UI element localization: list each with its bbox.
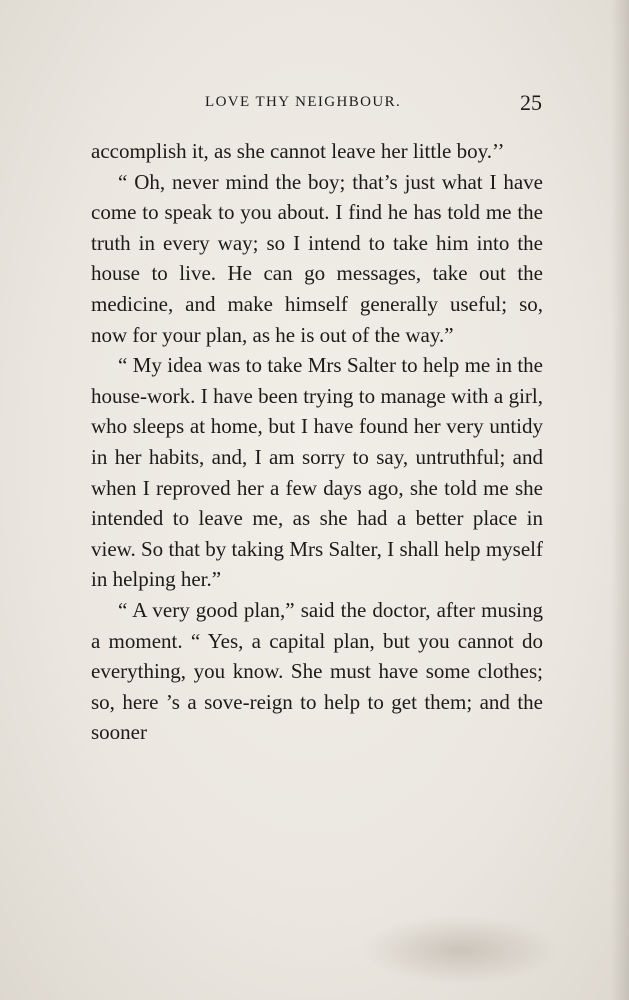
body-text [91, 136, 543, 748]
page-edge-shadow [611, 0, 629, 1000]
paragraph-plan: “ My idea was to take Mrs Salter to help me in the house-work. I have been trying to manage with a girl, who sleeps at home, but I have found her very untidy in her habits, and, I am sorry to say, untruthful; and when I reproved her a few days ago, she told me she intended to leave me, as she had a better place in view. So that by taking Mrs Salter, I shall help myself in helping her.” [91, 353, 543, 592]
paragraph-doctor-approval: “ A very good plan,” said the doctor, after musing a moment. “ Yes, a capital plan, but you cannot do everything, you know. She must have some clothes; so, here ’s a sove-reign to help to get them; and the sooner [91, 597, 543, 745]
paragraph-doctor-reply: “ Oh, never mind the boy; that’s just what I have come to speak to you about. I find he has told me the truth in every way; so I intend to take him into the house to live. He can go messages, take out the medicine, and make himself generally useful; so, now for your plan, as he is out of the way.” [91, 169, 543, 347]
running-head: LOVE THY NEIGHBOUR. [205, 94, 402, 110]
page-header [90, 90, 542, 118]
page-number: 25 [520, 90, 542, 115]
paper-stain [360, 915, 560, 985]
paragraph-continuation: accomplish it, as she cannot leave her little boy.’’ [91, 139, 505, 163]
